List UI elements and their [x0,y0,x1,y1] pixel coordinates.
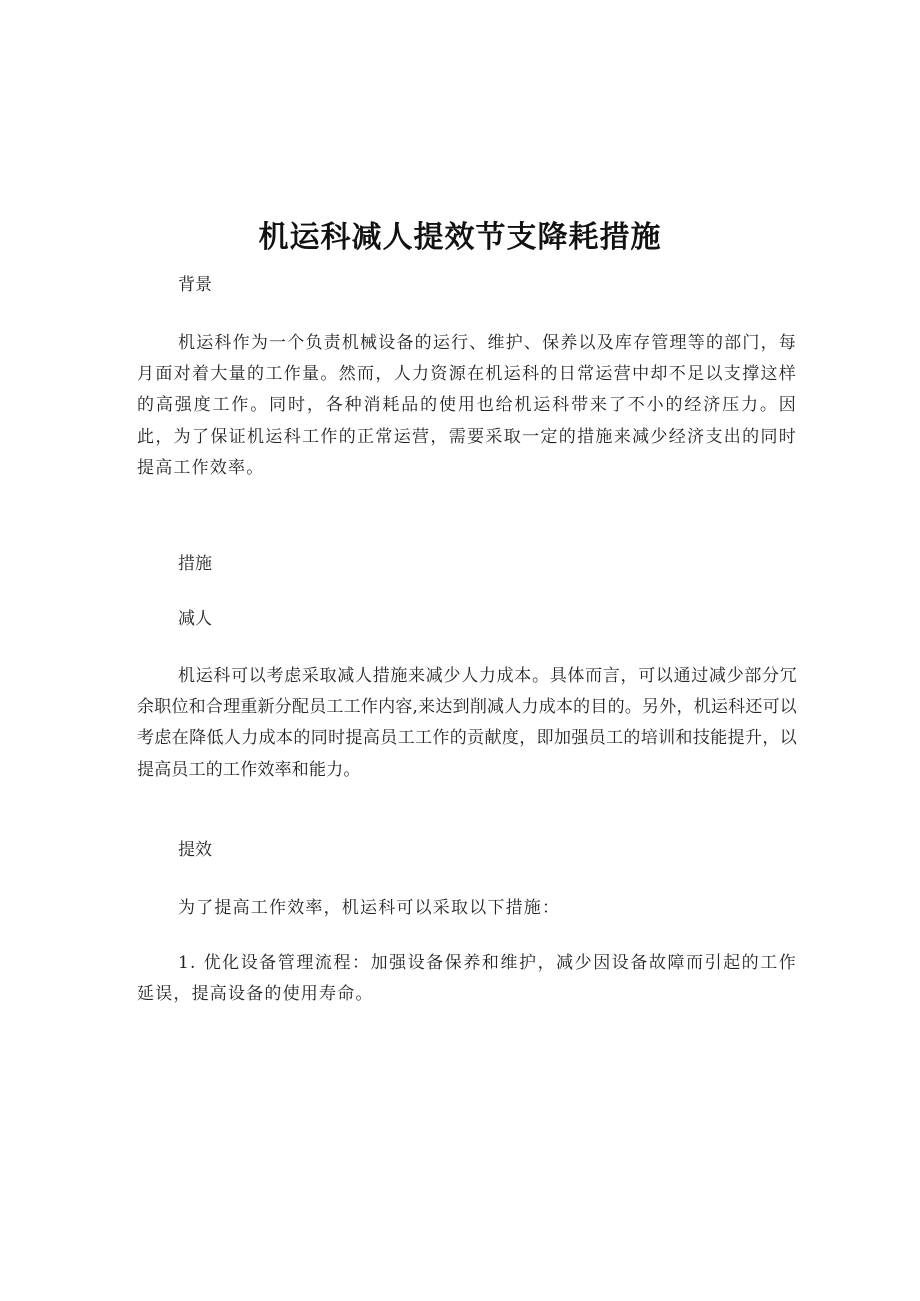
section-heading-background: 背景 [178,275,212,295]
efficiency-intro-paragraph: 为了提高工作效率，机运科可以采取以下措施： [178,898,561,918]
subsection-heading-efficiency: 提效 [178,840,212,860]
efficiency-list-item: 1. 优化设备管理流程：加强设备保养和维护，减少因设备故障而引起的工作延误，提高设备的使用寿命。 [137,953,797,1005]
document-title: 机运科减人提效节支降耗措施 [258,220,662,255]
background-paragraph: 机运科作为一个负责机械设备的运行、维护、保养以及库存管理等的部门，每月面对着大量的工作量。然而，人力资源在机运科的日常运营中却不足以支撑这样的高强度工作。同时，各种消耗品的使用也给机运科带来了不小的经济压力。因此，为了保证机运科工作的正常运营，需要采取一定的措施来减少经济支出的同时提高工作效率。 [137,333,797,478]
reduce-staff-paragraph: 机运科可以考虑采取减人措施来减少人力成本。具体而言，可以通过减少部分冗余职位和合理重新分配员工工作内容,来达到削减人力成本的目的。另外，机运科还可以考虑在降低人力成本的同时提高员工工作的贡献度，即加强员工的培训和技能提升，以提高员工的工作效率和能力。 [137,666,797,780]
subsection-heading-reduce-staff: 减人 [178,609,212,629]
section-heading-measures: 措施 [178,554,212,574]
